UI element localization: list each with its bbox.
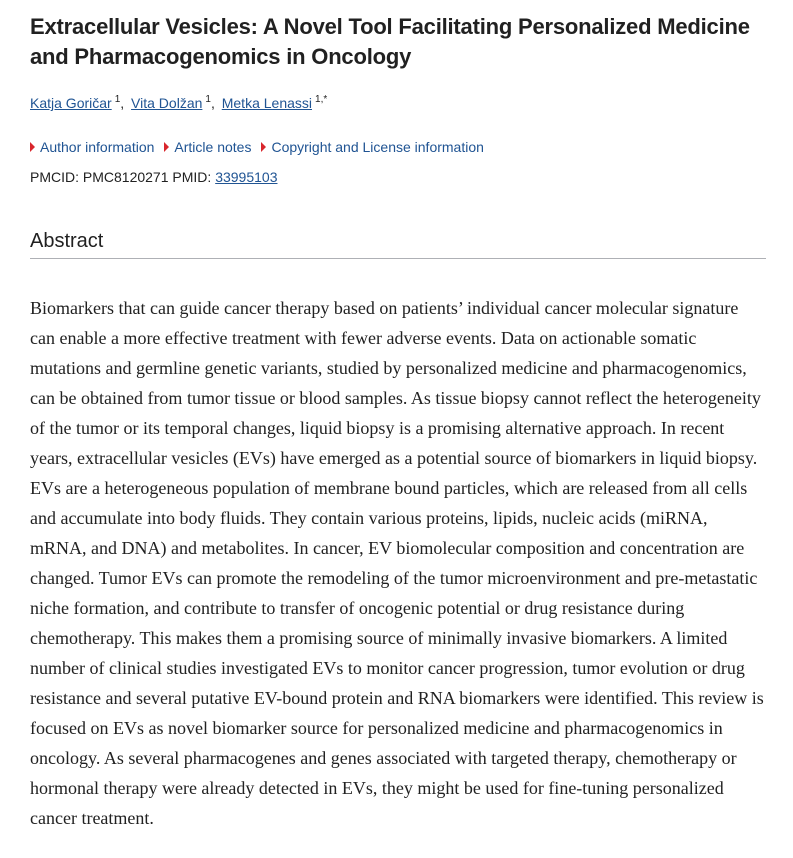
author-separator: , [120, 95, 125, 111]
author-link-dolzan[interactable]: Vita Dolžan [131, 95, 203, 111]
author-link-lenassi[interactable]: Metka Lenassi [221, 95, 313, 111]
copyright-license-label: Copyright and License information [271, 139, 484, 155]
article-title: Extracellular Vesicles: A Novel Tool Facilitating Personalized Medicine and Pharmacogenomics in Oncology [30, 14, 750, 69]
copyright-license-toggle[interactable] [261, 137, 483, 157]
article-ids [30, 167, 766, 187]
article-notes-row [30, 137, 766, 157]
author-link-gorican[interactable]: Katja Goričar [30, 95, 112, 111]
article-notes-toggle[interactable] [164, 137, 251, 157]
pmid-label: PMID: [172, 169, 212, 185]
article-notes-label: Article notes [174, 139, 252, 155]
author-affiliation: 1 [205, 94, 211, 105]
author-information-label: Author information [40, 139, 155, 155]
pmcid-value: PMC8120271 [82, 169, 169, 185]
article-page [30, 12, 766, 851]
abstract-text: Biomarkers that can guide cancer therapy based on patients’ individual cancer molecular signature can enable a more effective treatment with fewer adverse events. Data on actionable somatic mutations and germline genetic variants, studied by personalized medicine and pharmacogenomics, can be obtained from tumor tissue or blood samples. As tissue biopsy cannot reflect the heterogeneity of the tumor or its temporal changes, liquid biopsy is a promising alternative approach. In recent years, extracellular vesicles (EVs) have emerged as a potential source of biomarkers in liquid biopsy. EVs are a heterogeneous population of membrane bound particles, which are released from all cells and accumulate into body fluids. They contain various proteins, lipids, nucleic acids (miRNA, mRNA, and DNA) and metabolites. In cancer, EV biomolecular composition and concentration are changed. Tumor EVs can promote the remodeling of the tumor microenvironment and pre-metastatic niche formation, and contribute to transfer of oncogenic potential or drug resistance during chemotherapy. This makes them a promising source of minimally invasive biomarkers. A limited number of clinical studies investigated EVs to monitor cancer progression, tumor evolution or drug resistance and several putative EV-bound protein and RNA biomarkers were identified. This review is focused on EVs as novel biomarker source for personalized medicine and pharmacogenomics in oncology. As several pharmacogenes and genes associated with targeted therapy, chemotherapy or hormonal therapy were already detected in EVs, they might be used for fine-tuning personalized cancer treatment. [30, 298, 764, 828]
pmcid-label: PMCID: [30, 169, 79, 185]
author-list [30, 90, 766, 113]
author-information-toggle[interactable] [30, 137, 154, 157]
caret-right-icon [261, 142, 266, 152]
author-separator: , [210, 95, 215, 111]
author-affiliation: 1,* [315, 94, 328, 105]
caret-right-icon [30, 142, 35, 152]
caret-right-icon [164, 142, 169, 152]
pmid-link[interactable]: 33995103 [215, 169, 278, 185]
abstract-heading: Abstract [30, 227, 766, 259]
author-affiliation: 1 [114, 94, 121, 105]
